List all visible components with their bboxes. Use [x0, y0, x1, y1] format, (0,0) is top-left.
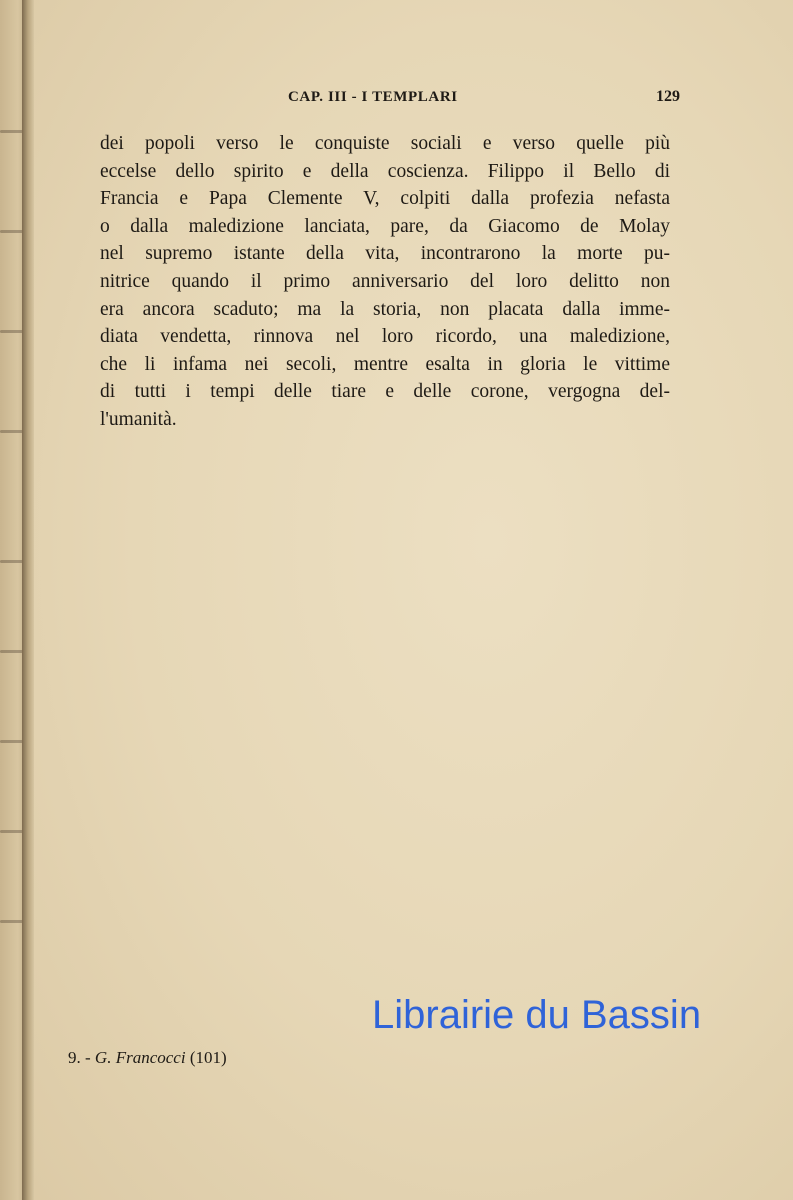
text-line: nel supremo istante della vita, incontrarono la morte pu- [100, 243, 670, 265]
text-line: Francia e Papa Clemente V, colpiti dalla profezia nefasta [100, 188, 670, 210]
text-line: diata vendetta, rinnova nel loro ricordo, una maledizione, [100, 326, 670, 348]
watermark-text: Librairie du Bassin [372, 993, 702, 1037]
text-line: era ancora scaduto; ma la storia, non placata dalla imme- [100, 298, 670, 320]
text-line: di tutti i tempi delle tiare e delle corone, vergogna del- [100, 381, 670, 403]
signature-author: G. Francocci [94, 1048, 186, 1067]
page-number: 129 [656, 88, 680, 105]
text-line: nitrice quando il primo anniversario del loro delitto non [100, 270, 670, 292]
body-paragraph [100, 130, 670, 434]
chapter-title: CAP. III - I TEMPLARI [288, 89, 458, 105]
text-line: eccelse dello spirito e della coscienza. Filippo il Bello di [100, 160, 670, 182]
text-line: l'umanità. [100, 408, 177, 430]
signature-reference: (101) [189, 1048, 227, 1067]
running-head [288, 86, 680, 110]
signature-number: 9. - [68, 1048, 91, 1067]
text-line: dei popoli verso le conquiste sociali e verso quelle più [100, 133, 670, 154]
text-line: o dalla maledizione lanciata, pare, da Giacomo de Molay [100, 215, 670, 237]
text-line: che li infama nei secoli, mentre esalta in gloria le vittime [100, 353, 670, 375]
signature-mark [68, 1048, 227, 1068]
